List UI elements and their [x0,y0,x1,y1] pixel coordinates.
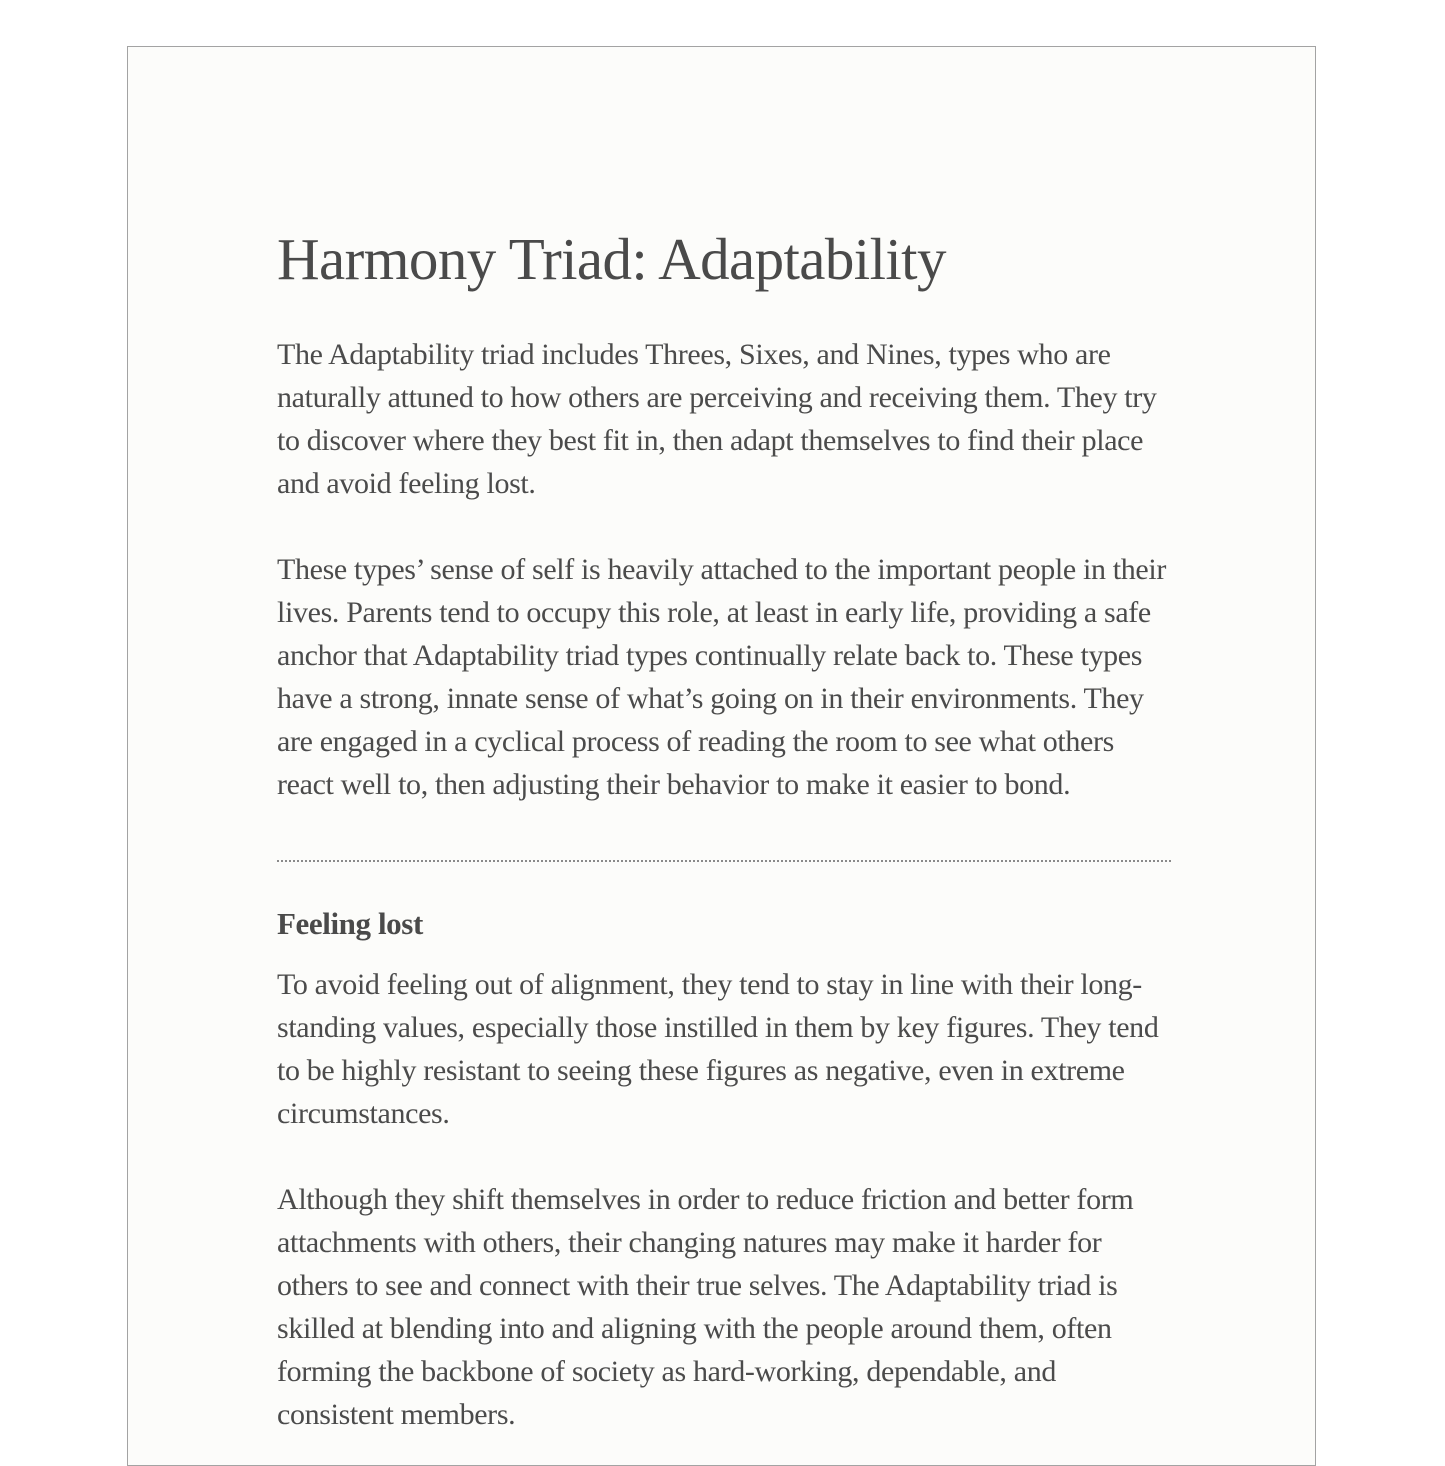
section-divider [277,860,1171,862]
section-heading: Feeling lost [277,906,423,941]
document-content [277,223,1171,1436]
page-title: Harmony Triad: Adaptability [277,226,946,292]
intro-paragraph: The Adaptability triad includes Threes, Sixes, and Nines, types who are naturally attuned to how others are perceiving and receiving them. They try to discover where they best fit in, then adapt themselves to find their place and avoid feeling lost. [277,338,1157,500]
section-paragraph: To avoid feeling out of alignment, they tend to stay in line with their long-standing values, especially those instilled in them by key figures. They tend to be highly resistant to seeing these figures as negative, even in extreme circumstances. [277,968,1159,1130]
document-page [127,46,1316,1466]
intro-paragraph: These types’ sense of self is heavily attached to the important people in their lives. Parents tend to occupy this role, at least in early life, providing a safe anchor that Adaptability triad types continually relate back to. These types have a strong, innate sense of what’s going on in their environments. They are engaged in a cyclical process of reading the room to see what others react well to, then adjusting their behavior to make it easier to bond. [277,553,1167,801]
section-paragraph: Although they shift themselves in order to reduce friction and better form attachments with others, their changing natures may make it harder for others to see and connect with their true selves. The Adaptability triad is skilled at blending into and aligning with the people around them, often forming the backbone of society as hard-working, dependable, and consistent members. [277,1183,1134,1431]
